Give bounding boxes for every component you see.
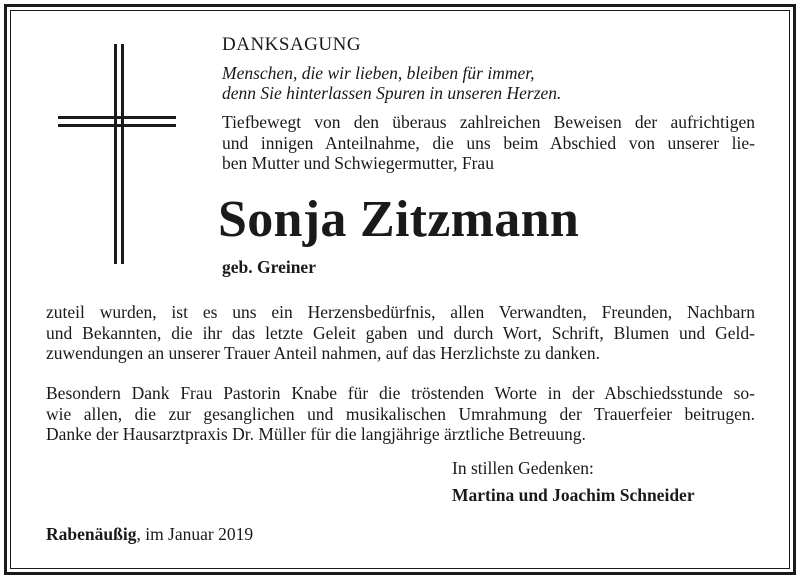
paragraph-line: und Bekannten, die ihr das letzte Geleit gaben und durch Wort, Schrift, Blumen und Geld- — [46, 322, 755, 343]
intro-line: ben Mutter und Schwiegermutter, Frau — [222, 153, 494, 173]
heading-danksagung: DANKSAGUNG — [222, 34, 362, 55]
signers: Martina und Joachim Schneider — [452, 485, 695, 505]
maiden-name: geb. Greiner — [222, 257, 316, 277]
thanks-paragraph — [46, 302, 755, 364]
paragraph-line: zuwendungen an unserer Trauer Anteil nahmen, auf das Herzlichste zu danken. — [46, 343, 600, 363]
paragraph-line: wie allen, die zur gesanglichen und musikalischen Umrahmung der Trauerfeier beitrugen. — [46, 403, 755, 424]
intro-line: und innigen Anteilnahme, die uns beim Abschied von unserer lie- — [222, 132, 755, 153]
date: , im Januar 2019 — [136, 524, 254, 544]
closing-phrase: In stillen Gedenken: — [452, 458, 594, 478]
place: Rabenäußig — [46, 524, 137, 544]
cross-icon — [58, 44, 176, 264]
paragraph-line: Danke der Hausarztpraxis Dr. Müller für die langjährige ärztliche Betreuung. — [46, 424, 586, 444]
place-and-date — [46, 524, 253, 545]
paragraph-line: Besondern Dank Frau Pastorin Knabe für die tröstenden Worte in der Abschiedsstunde so- — [46, 383, 755, 403]
intro-line: Tiefbewegt von den überaus zahlreichen Beweisen der aufrichtigen — [222, 112, 755, 132]
quote-line: Menschen, die wir lieben, bleiben für immer, — [222, 63, 535, 83]
intro-text — [222, 112, 755, 174]
paragraph-line: zuteil wurden, ist es uns ein Herzensbedürfnis, allen Verwandten, Freunden, Nachbarn — [46, 302, 755, 322]
special-thanks-paragraph — [46, 383, 755, 445]
quote — [222, 63, 561, 103]
deceased-name: Sonja Zitzmann — [218, 191, 580, 248]
quote-line: denn Sie hinterlassen Spuren in unseren Herzen. — [222, 83, 562, 103]
